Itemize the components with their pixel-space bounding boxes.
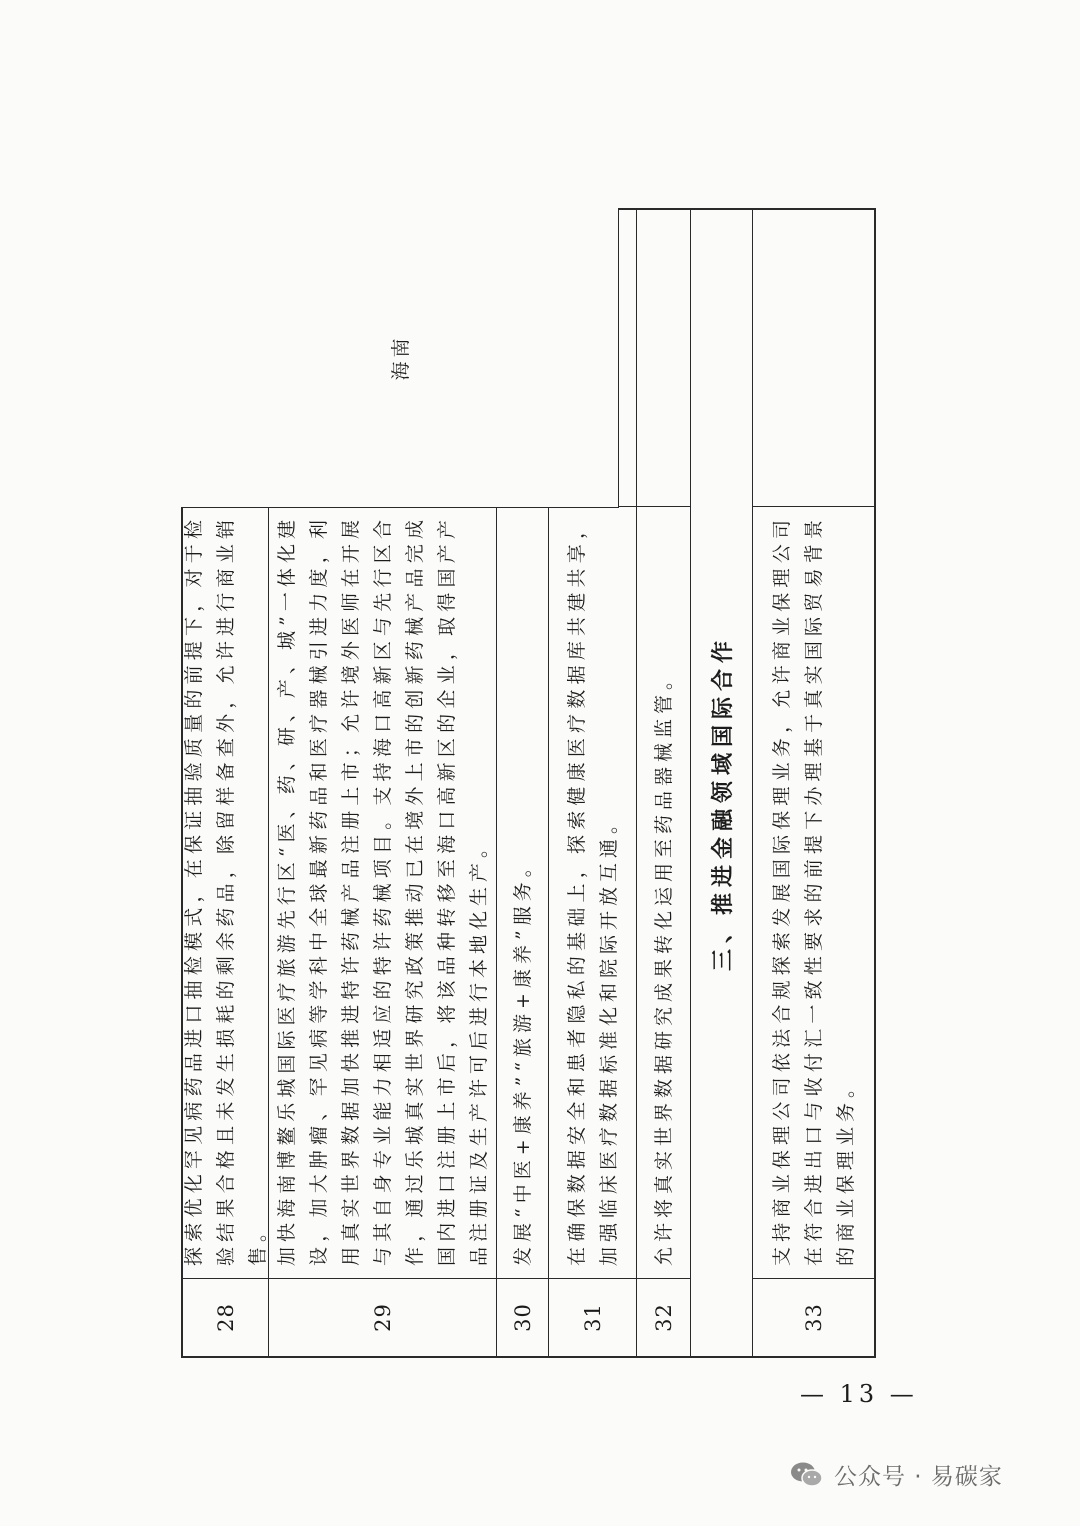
section-title: 三、推进金融领域国际合作 [711,635,736,972]
wechat-icon [790,1461,824,1489]
row-text: 允许将真实世界数据研究成果转化运用至药品器械监管。 [652,665,675,1266]
row-content [269,506,496,1278]
row-text: 发展“中医+康养”“旅游+康养”服务。 [511,853,534,1266]
page-number: — 13 — [800,1380,918,1408]
watermark-text: 公众号 · 易碳家 [834,1464,1003,1490]
region-label: 海南 [390,334,412,381]
row-number: 30 [497,1278,548,1356]
region-cell [753,210,874,506]
row-content [549,506,636,1278]
row-content [753,506,874,1278]
watermark [790,1458,1003,1491]
row-content [497,506,548,1278]
row-number: 32 [637,1278,690,1356]
row-number: 28 [183,1278,268,1356]
section-heading-row [691,210,753,1356]
row-number: 33 [753,1278,874,1356]
row-text: 支持商业保理公司依法合规探索发展国际保理业务，允许商业保理公司在符合进出口与收付汇一致性要求的前提下办理基于真实国际贸易背景的商业保理业务。 [770,515,857,1266]
table-row [753,210,874,1356]
row-content [183,506,268,1278]
row-text: 在确保数据安全和患者隐私的基础上，探索健康医疗数据库共建共享，加强临床医疗数据标准化和院际开放互通。 [565,515,620,1266]
policy-table-rotated [181,208,876,1358]
region-cell [637,210,690,506]
row-text: 加快海南博鳌乐城国际医疗旅游先行区“医、药、研、产、城”一体化建设，加大肿瘤、罕见病等学科中全球最新药品和医疗器械引进力度，利用真实世界数据加快推进特许药械产品注册上市；允许境外医师在开展与其自身专业能力相适应的特许药械项目。支持海口高新区与先行区合作，通过乐城真实世界研究政策推动已在境外上市的创新药械产品完成国内进口注册上市后，将该品种转移至海口高新区的企业，取得国产产品注册证及生产许可后进行本地化生产。 [275,515,490,1266]
region-label-cell [181,208,619,508]
row-number: 29 [269,1278,496,1356]
row-text: 探索优化罕见病药品进口抽检模式，在保证抽验质量的前提下，对于检验结果合格且未发生损耗的剩余药品，除留样备查外，允许进行商业销售。 [182,515,269,1266]
row-number: 31 [549,1278,636,1356]
row-content [637,506,690,1278]
table-row [637,210,691,1356]
